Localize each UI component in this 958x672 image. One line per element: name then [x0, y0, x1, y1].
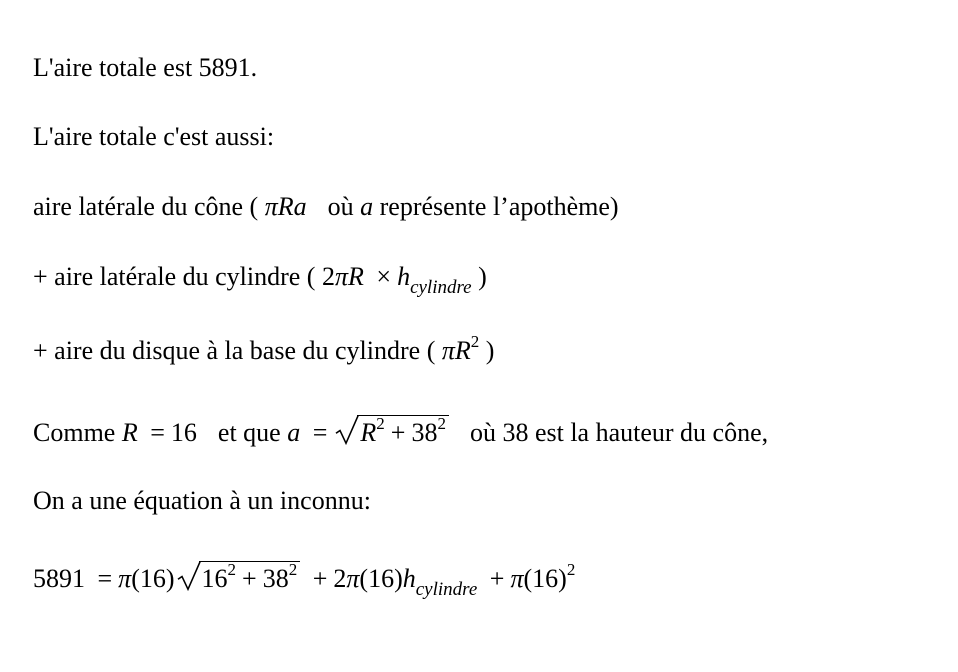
disk-text: + aire du disque à la base du cylindre ( — [33, 336, 436, 365]
cone-where-text: où — [327, 192, 354, 221]
square-root — [335, 415, 449, 446]
pi-symbol: π — [346, 564, 360, 593]
equals-operator: = — [150, 418, 165, 447]
exponent: 2 — [376, 414, 385, 433]
var-R: R — [121, 418, 138, 447]
var-h: h — [402, 564, 416, 593]
exponent: 2 — [470, 332, 480, 351]
equals-operator: = — [312, 418, 328, 447]
statement-total-area: L'aire totale est 5891. — [33, 53, 258, 82]
cone-after-text: représente l’apothème) — [379, 192, 619, 221]
square-root — [177, 561, 301, 592]
times-operator: × — [376, 262, 392, 291]
num-two: 2 — [321, 262, 335, 291]
value-16: 16 — [201, 564, 228, 593]
paren-16: (16) — [131, 564, 175, 593]
value-5891: 5891 — [33, 564, 85, 593]
subscript-cylindre: cylindre — [415, 579, 478, 600]
cylinder-after-text: ) — [478, 262, 487, 291]
plus-operator: + — [390, 418, 406, 447]
value-38: 38 — [262, 564, 289, 593]
final-equation — [33, 560, 576, 600]
var-a: a — [287, 418, 301, 447]
given-text: Comme — [33, 418, 116, 447]
plus-operator: + — [489, 564, 505, 593]
num-two: 2 — [333, 564, 347, 593]
disk-after-text: ) — [485, 336, 495, 365]
disk-area-line — [33, 332, 495, 365]
equation-intro: On a une équation à un inconnu: — [33, 486, 371, 515]
cone-lateral-area-line — [33, 194, 619, 220]
exponent: 2 — [437, 414, 446, 433]
cylinder-text: + aire latérale du cylindre ( — [33, 262, 316, 291]
value-38: 38 — [411, 418, 438, 447]
exponent: 2 — [227, 560, 237, 579]
subscript-cylindre: cylindre — [410, 277, 472, 298]
var-a-apothem: a — [360, 192, 374, 221]
pi-symbol: π — [441, 336, 455, 365]
exponent: 2 — [566, 560, 576, 579]
paren-16: (16) — [523, 564, 567, 593]
equals-operator: = — [97, 564, 113, 593]
pi-symbol: π — [118, 564, 132, 593]
var-R: R — [348, 262, 364, 291]
var-R: R — [454, 336, 471, 365]
statement-also: L'aire totale c'est aussi: — [33, 122, 275, 151]
var-R: R — [277, 192, 294, 221]
plus-operator: + — [312, 564, 328, 593]
and-that-text: et que — [217, 418, 281, 447]
pi-symbol: π — [510, 564, 524, 593]
paren-16: (16) — [359, 564, 403, 593]
radical-sign-icon — [335, 415, 359, 446]
exponent: 2 — [288, 560, 298, 579]
value-16: 16 — [170, 418, 197, 447]
radical-sign-icon — [177, 561, 201, 592]
pi-symbol: π — [334, 262, 348, 291]
plus-operator: + — [242, 564, 257, 593]
pi-symbol: π — [264, 192, 278, 221]
var-h: h — [397, 262, 411, 291]
cylinder-lateral-area-line — [33, 262, 487, 298]
height-text: où 38 est la hauteur du cône, — [469, 418, 769, 447]
given-values-line — [33, 415, 768, 446]
var-a: a — [293, 192, 307, 221]
cone-text: aire latérale du cône ( — [33, 192, 259, 221]
var-R: R — [360, 418, 377, 447]
